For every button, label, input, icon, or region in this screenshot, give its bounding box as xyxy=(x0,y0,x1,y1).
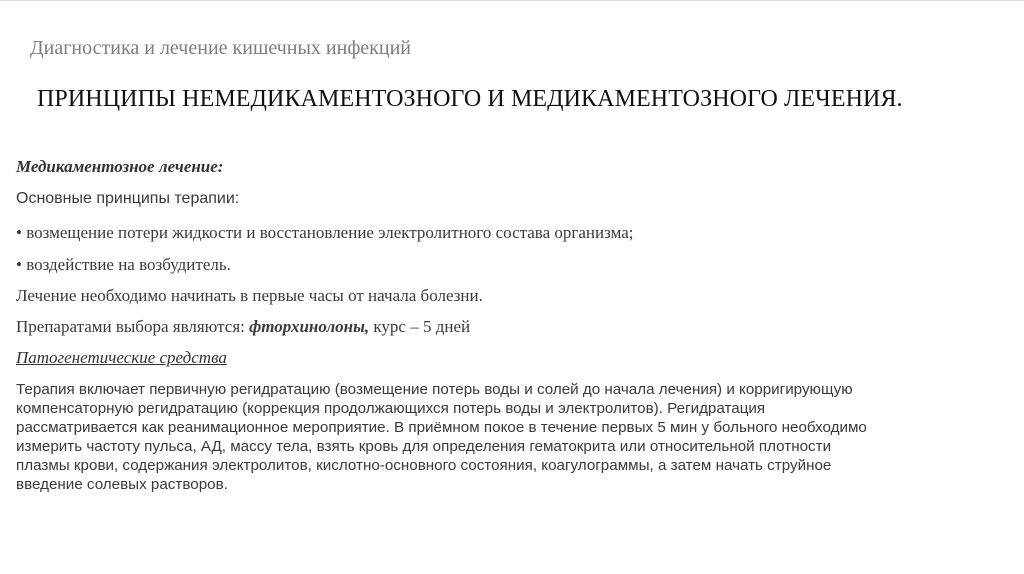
treatment-start-note: Лечение необходимо начинать в первые часы от начала болезни. xyxy=(16,286,483,305)
drugs-of-choice xyxy=(16,317,996,337)
drugs-name: фторхинолоны, xyxy=(249,317,370,336)
slide-subtitle: Диагностика и лечение кишечных инфекций xyxy=(30,37,411,59)
therapy-line: плазмы крови, содержания электролитов, кислотно-основного состояния, коагулограммы, а затем начать струйное xyxy=(16,457,832,474)
therapy-line: измерить частоту пульса, АД, массу тела, взять кровь для определения гематокрита или относительной плотности xyxy=(16,438,832,455)
slide-title: ПРИНЦИПЫ НЕМЕДИКАМЕНТОЗНОГО И МЕДИКАМЕНТОЗНОГО ЛЕЧЕНИЯ. xyxy=(37,86,903,112)
top-divider xyxy=(0,0,1024,1)
therapy-line: введение солевых растворов. xyxy=(16,476,228,493)
bullet-fluid-restoration: • возмещение потери жидкости и восстановление электролитного состава организма; xyxy=(16,223,634,242)
section-drug-treatment: Медикаментозное лечение: xyxy=(16,157,224,176)
therapy-paragraph xyxy=(16,380,1001,494)
principles-intro: Основные принципы терапии: xyxy=(16,190,240,207)
drugs-prefix: Препаратами выбора являются: xyxy=(16,317,250,336)
section-pathogenetic: Патогенетические средства xyxy=(16,348,227,367)
therapy-line: компенсаторную регидратацию (коррекция продолжающихся потерь воды и электролитов). Регидратация xyxy=(16,400,766,417)
bullet-pathogen-action: • воздействие на возбудитель. xyxy=(16,255,231,274)
therapy-line: рассматривается как реанимационное мероприятие. В приёмном покое в течение первых 5 мин у больного необходимо xyxy=(16,419,867,436)
therapy-line: Терапия включает первичную регидратацию (возмещение потерь воды и солей до начала лечения) и корригирующую xyxy=(16,381,853,398)
drugs-suffix: курс – 5 дней xyxy=(369,317,471,336)
